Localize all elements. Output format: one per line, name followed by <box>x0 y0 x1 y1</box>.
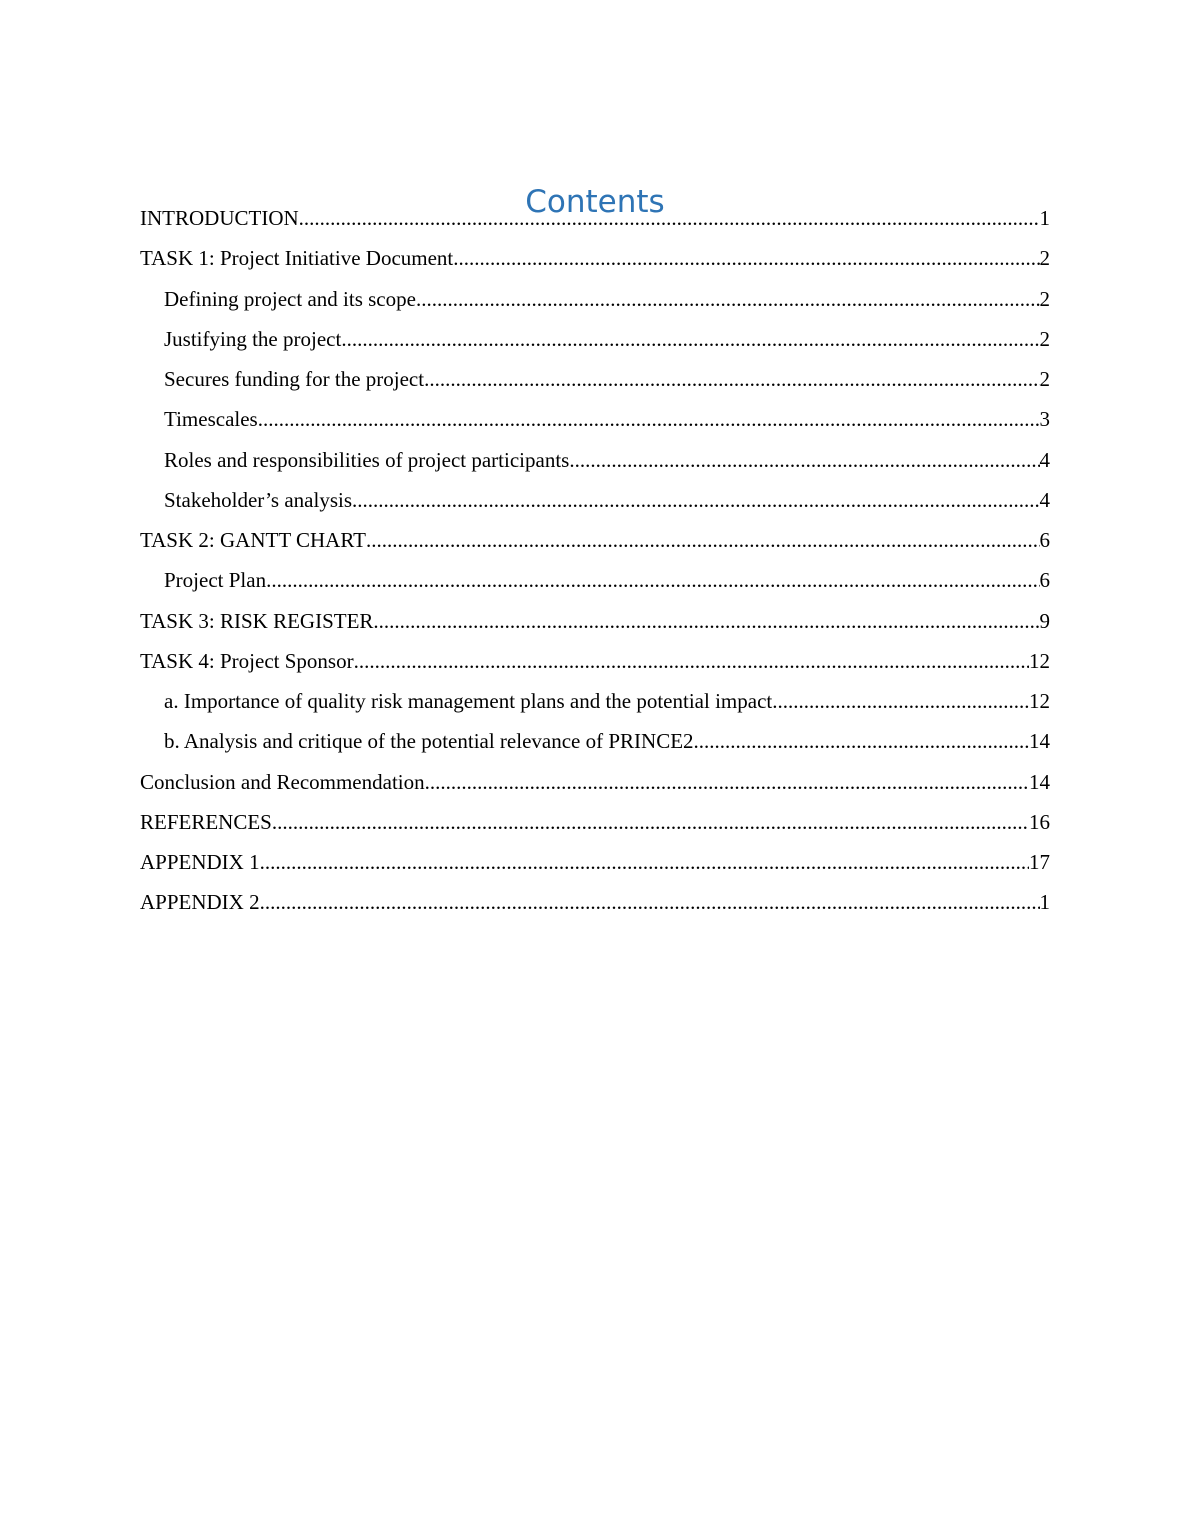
toc-dot-leader <box>260 842 1029 882</box>
toc-entry-stakeholders[interactable] <box>140 480 1050 520</box>
toc-entry-justifying[interactable] <box>140 319 1050 359</box>
toc-entry-page: 1 <box>1039 206 1050 230</box>
toc-entry-label: Timescales <box>164 407 258 432</box>
toc-entry-label: Secures funding for the project <box>164 367 425 391</box>
toc-entry-label: TASK 4: Project Sponsor <box>140 648 354 673</box>
toc-entry-page: 12 <box>1029 648 1050 673</box>
toc-entry-page: 12 <box>1029 689 1050 713</box>
toc-entry-appendix-2[interactable] <box>140 882 1050 922</box>
toc-entry-task-1[interactable] <box>140 238 1050 278</box>
toc-entry-defining-scope[interactable] <box>140 279 1050 319</box>
toc-dot-leader <box>260 882 1040 922</box>
toc-dot-leader <box>424 359 1039 399</box>
toc-entry-page: 9 <box>1039 608 1050 633</box>
toc-entry-page: 16 <box>1029 809 1050 834</box>
toc-entry-page: 3 <box>1039 407 1050 432</box>
toc-entry-label: TASK 3: RISK REGISTER <box>140 608 374 633</box>
toc-dot-leader <box>453 238 1039 278</box>
toc-entry-label: Project Plan <box>164 568 267 593</box>
toc-entry-task-3[interactable] <box>140 601 1050 641</box>
toc-entry-page: 6 <box>1039 528 1050 552</box>
toc-dot-leader <box>258 399 1040 439</box>
toc-entry-label: TASK 2: GANTT CHART <box>140 528 366 552</box>
toc-entry-label: Stakeholder’s analysis <box>164 487 352 512</box>
toc-entry-prince2[interactable] <box>140 721 1050 761</box>
toc-entry-label: a. Importance of quality risk management plans and the potential impact <box>164 689 773 713</box>
toc-entry-label: b. Analysis and critique of the potential relevance of PRINCE2 <box>164 729 694 754</box>
toc-dot-leader <box>373 601 1039 641</box>
toc-entry-risk-management[interactable] <box>140 681 1050 721</box>
toc-dot-leader <box>425 762 1029 802</box>
toc-entry-label: TASK 1: Project Initiative Document <box>140 246 454 271</box>
toc-entry-roles[interactable] <box>140 440 1050 480</box>
toc-entry-page: 1 <box>1039 890 1050 915</box>
toc-dot-leader <box>694 721 1029 761</box>
toc-entry-label: Justifying the project <box>164 326 342 351</box>
toc-entry-timescales[interactable] <box>140 399 1050 439</box>
toc-entry-label: REFERENCES <box>140 809 272 834</box>
toc-entry-project-plan[interactable] <box>140 560 1050 600</box>
toc-dot-leader <box>266 560 1039 600</box>
toc-entry-label: Defining project and its scope <box>164 286 416 311</box>
toc-dot-leader <box>341 319 1039 359</box>
toc-entry-label: INTRODUCTION <box>140 206 299 230</box>
toc-dot-leader <box>366 520 1040 560</box>
toc-entry-task-2[interactable] <box>140 520 1050 560</box>
toc-dot-leader <box>272 802 1029 842</box>
toc-entry-label: Roles and responsibilities of project participants <box>164 447 570 472</box>
toc-entry-introduction[interactable] <box>140 198 1050 238</box>
toc-entry-page: 2 <box>1039 367 1050 391</box>
toc-dot-leader <box>352 480 1040 520</box>
toc-entry-task-4[interactable] <box>140 641 1050 681</box>
toc-entry-page: 6 <box>1039 568 1050 593</box>
toc-entry-page: 2 <box>1039 286 1050 311</box>
toc-entry-label: Conclusion and Recommendation <box>140 769 425 794</box>
toc-entry-page: 14 <box>1029 769 1050 794</box>
toc-dot-leader <box>299 198 1040 238</box>
toc-entry-page: 2 <box>1039 326 1050 351</box>
toc-entry-label: APPENDIX 2 <box>140 890 260 915</box>
toc-entry-page: 14 <box>1029 729 1050 754</box>
toc-title: Contents <box>525 183 665 220</box>
toc-dot-leader <box>772 681 1029 721</box>
table-of-contents <box>140 198 1050 923</box>
toc-entry-label: APPENDIX 1 <box>140 850 260 874</box>
toc-entry-funding[interactable] <box>140 359 1050 399</box>
toc-dot-leader <box>569 440 1039 480</box>
toc-entry-appendix-1[interactable] <box>140 842 1050 882</box>
toc-entry-page: 2 <box>1039 246 1050 271</box>
toc-entry-conclusion[interactable] <box>140 762 1050 802</box>
toc-entry-page: 4 <box>1039 487 1050 512</box>
toc-entry-page: 4 <box>1039 447 1050 472</box>
toc-dot-leader <box>416 279 1040 319</box>
toc-entry-references[interactable] <box>140 802 1050 842</box>
toc-dot-leader <box>354 641 1029 681</box>
toc-entry-page: 17 <box>1029 850 1050 874</box>
